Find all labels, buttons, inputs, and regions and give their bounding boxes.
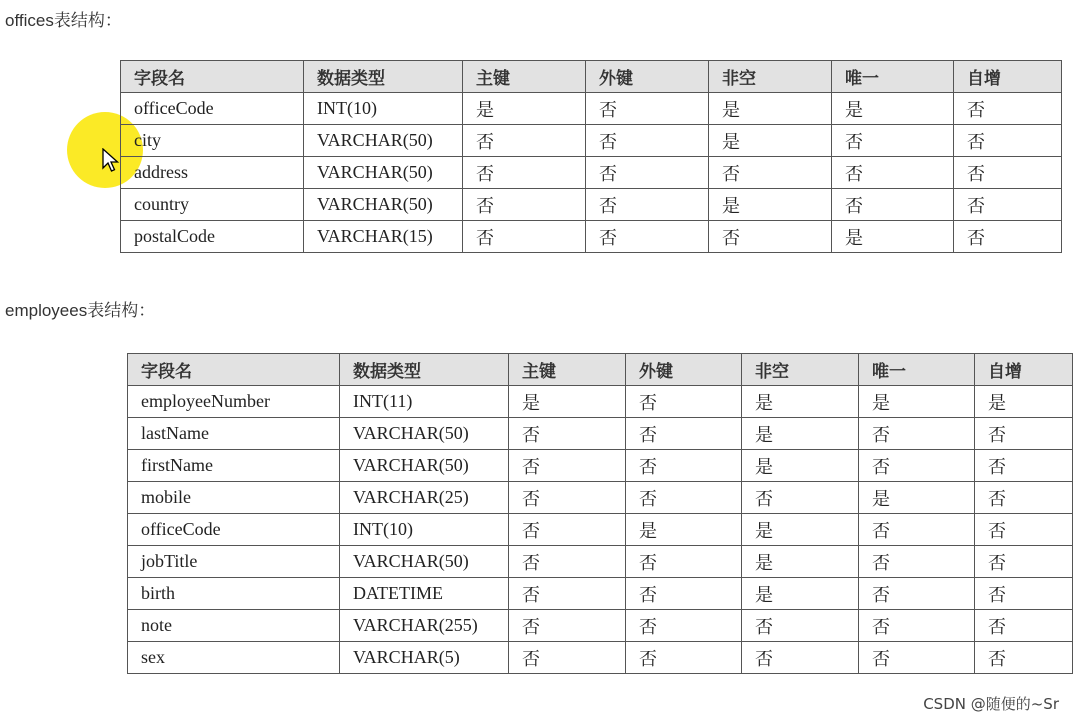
table-cell: 否 [742, 610, 859, 642]
table-cell: VARCHAR(255) [340, 610, 509, 642]
table-cell: 否 [954, 157, 1062, 189]
table-cell: 否 [742, 642, 859, 674]
table-cell: 否 [975, 482, 1073, 514]
table-cell: 否 [975, 514, 1073, 546]
table-row [128, 514, 1073, 546]
table-cell: 否 [626, 482, 742, 514]
table-cell: 否 [859, 418, 975, 450]
table-row [121, 125, 1062, 157]
mouse-cursor-icon [102, 148, 120, 174]
table-cell: 否 [463, 125, 586, 157]
table-cell: 否 [859, 514, 975, 546]
table-cell: officeCode [128, 514, 340, 546]
table-cell: 是 [742, 578, 859, 610]
table-cell: 是 [742, 418, 859, 450]
table-row [128, 418, 1073, 450]
table-cell: country [121, 189, 304, 221]
table-cell: 否 [709, 157, 832, 189]
table-row [128, 642, 1073, 674]
table-cell: jobTitle [128, 546, 340, 578]
table-cell: 否 [586, 125, 709, 157]
table-cell: 否 [509, 610, 626, 642]
table-row [121, 93, 1062, 125]
table-cell: 否 [975, 546, 1073, 578]
table-cell: 否 [463, 189, 586, 221]
table-cell: 否 [586, 93, 709, 125]
table-cell: 否 [954, 93, 1062, 125]
table-cell: 否 [463, 157, 586, 189]
table-cell: DATETIME [340, 578, 509, 610]
table-cell: 否 [626, 450, 742, 482]
table-cell: 是 [709, 93, 832, 125]
table-cell: 是 [742, 546, 859, 578]
employees-table [127, 353, 1073, 674]
table-row [128, 578, 1073, 610]
column-header: 自增 [954, 61, 1062, 93]
table-cell: 否 [975, 450, 1073, 482]
column-header: 数据类型 [340, 354, 509, 386]
table-cell: birth [128, 578, 340, 610]
table-cell: VARCHAR(50) [340, 418, 509, 450]
table-cell: 是 [463, 93, 586, 125]
table-cell: 否 [859, 450, 975, 482]
table-header-row [128, 354, 1073, 386]
column-header: 唯一 [832, 61, 954, 93]
offices-table [120, 60, 1062, 253]
table-row [121, 157, 1062, 189]
column-header: 字段名 [128, 354, 340, 386]
table-cell: 否 [463, 221, 586, 253]
table-cell: 否 [975, 610, 1073, 642]
column-header: 外键 [586, 61, 709, 93]
table-cell: note [128, 610, 340, 642]
table-header-row [121, 61, 1062, 93]
table-cell: 是 [859, 386, 975, 418]
table-cell: 否 [586, 189, 709, 221]
table-row [128, 610, 1073, 642]
column-header: 外键 [626, 354, 742, 386]
table-cell: 否 [709, 221, 832, 253]
table-cell: 是 [975, 386, 1073, 418]
table-cell: lastName [128, 418, 340, 450]
table-cell: 否 [509, 546, 626, 578]
table-cell: 否 [626, 610, 742, 642]
table-cell: 否 [626, 578, 742, 610]
table-cell: mobile [128, 482, 340, 514]
table-row [128, 482, 1073, 514]
table-cell: 否 [975, 418, 1073, 450]
table-cell: officeCode [121, 93, 304, 125]
table-cell: INT(10) [340, 514, 509, 546]
table-cell: address [121, 157, 304, 189]
table-cell: sex [128, 642, 340, 674]
table-cell: INT(11) [340, 386, 509, 418]
table-cell: employeeNumber [128, 386, 340, 418]
column-header: 字段名 [121, 61, 304, 93]
table-cell: 否 [586, 221, 709, 253]
table-cell: 否 [626, 642, 742, 674]
column-header: 唯一 [859, 354, 975, 386]
table-cell: 否 [832, 189, 954, 221]
table-cell: VARCHAR(50) [304, 157, 463, 189]
table-cell: 是 [832, 221, 954, 253]
table-cell: VARCHAR(50) [304, 189, 463, 221]
table-cell: 否 [832, 157, 954, 189]
table-cell: 否 [975, 642, 1073, 674]
table-cell: VARCHAR(50) [340, 546, 509, 578]
table-cell: 是 [742, 450, 859, 482]
table-cell: VARCHAR(50) [304, 125, 463, 157]
table-row [128, 450, 1073, 482]
table-cell: 否 [509, 418, 626, 450]
table-cell: 否 [626, 546, 742, 578]
table-cell: city [121, 125, 304, 157]
table-row [128, 386, 1073, 418]
table-cell: 否 [586, 157, 709, 189]
table-cell: 否 [975, 578, 1073, 610]
table-cell: firstName [128, 450, 340, 482]
table-cell: 否 [859, 642, 975, 674]
table-cell: 否 [509, 578, 626, 610]
table-row [121, 189, 1062, 221]
table-cell: 是 [509, 386, 626, 418]
table-cell: 否 [509, 642, 626, 674]
table-cell: VARCHAR(50) [340, 450, 509, 482]
table-cell: 是 [626, 514, 742, 546]
table-row [121, 221, 1062, 253]
column-header: 非空 [709, 61, 832, 93]
table-cell: VARCHAR(5) [340, 642, 509, 674]
table-cell: 是 [709, 189, 832, 221]
table-row [128, 546, 1073, 578]
table-cell: 否 [954, 125, 1062, 157]
employees-heading: employees表结构： [5, 301, 156, 320]
watermark: CSDN @随便的~Sr [923, 695, 1059, 713]
table-cell: 否 [626, 418, 742, 450]
table-cell: 否 [509, 450, 626, 482]
table-cell: VARCHAR(15) [304, 221, 463, 253]
column-header: 主键 [509, 354, 626, 386]
table-cell: 否 [954, 189, 1062, 221]
table-cell: postalCode [121, 221, 304, 253]
column-header: 数据类型 [304, 61, 463, 93]
table-cell: 否 [859, 546, 975, 578]
offices-heading: offices表结构： [5, 11, 122, 30]
column-header: 主键 [463, 61, 586, 93]
table-cell: 否 [742, 482, 859, 514]
table-cell: 否 [626, 386, 742, 418]
column-header: 非空 [742, 354, 859, 386]
table-cell: 否 [832, 125, 954, 157]
table-cell: 否 [954, 221, 1062, 253]
table-cell: 是 [859, 482, 975, 514]
table-cell: 否 [859, 578, 975, 610]
table-cell: VARCHAR(25) [340, 482, 509, 514]
table-cell: 否 [509, 514, 626, 546]
table-cell: INT(10) [304, 93, 463, 125]
table-cell: 是 [709, 125, 832, 157]
column-header: 自增 [975, 354, 1073, 386]
table-cell: 是 [742, 386, 859, 418]
table-cell: 否 [859, 610, 975, 642]
table-cell: 否 [509, 482, 626, 514]
table-cell: 是 [832, 93, 954, 125]
table-cell: 是 [742, 514, 859, 546]
